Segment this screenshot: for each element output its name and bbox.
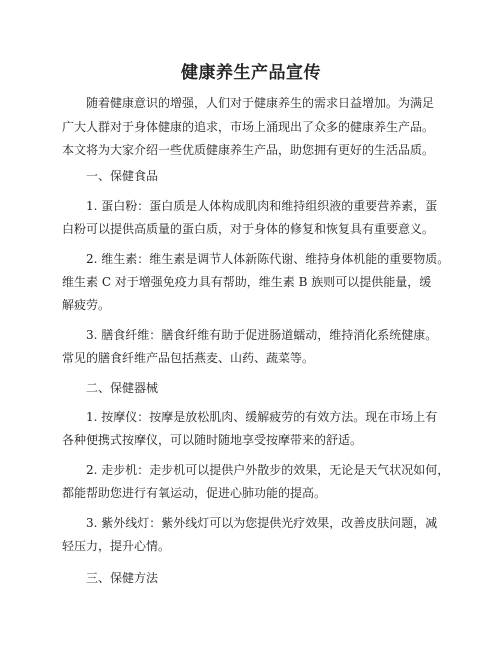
paragraph-line: 都能帮助您进行有氧运动，促进心肺功能的提高。 xyxy=(62,486,327,500)
paragraph-line: 2. 走步机：走步机可以提供户外散步的效果，无论是天气状况如何， xyxy=(86,463,450,477)
paragraph-line: 白粉可以提供高质量的蛋白质，对于身体的修复和恢复具有重要意义。 xyxy=(62,222,435,236)
paragraph-line: 各种便携式按摩仪，可以随时随地享受按摩带来的舒适。 xyxy=(62,433,363,447)
paragraph-line: 解疲劳。 xyxy=(62,298,111,312)
paragraph-line: 维生素 C 对于增强免疫力具有帮助，维生素 B 族则可以提供能量，缓 xyxy=(62,275,432,289)
intro-line: 本文将为大家介绍一些优质健康养生产品，助您拥有更好的生活品质。 xyxy=(62,143,435,157)
section-heading: 一、保健食品 xyxy=(86,169,159,183)
section-heading: 三、保健方法 xyxy=(86,571,159,585)
paragraph-line: 3. 膳食纤维：膳食纤维有助于促进肠道蠕动，维持消化系统健康。 xyxy=(86,328,438,342)
intro-line: 广大人群对于身体健康的追求，市场上涌现出了众多的健康养生产品。 xyxy=(62,120,435,134)
paragraph-line: 常见的膳食纤维产品包括燕麦、山药、蔬菜等。 xyxy=(62,351,315,365)
paragraph-line: 轻压力，提升心情。 xyxy=(62,539,171,553)
paragraph-line: 1. 蛋白粉：蛋白质是人体构成肌肉和维持组织液的重要营养素，蛋 xyxy=(86,199,438,213)
section-heading: 二、保健器械 xyxy=(86,381,159,395)
paragraph-line: 1. 按摩仪：按摩是放松肌肉、缓解疲劳的有效方法。现在市场上有 xyxy=(86,410,438,424)
intro-line: 随着健康意识的增强，人们对于健康养生的需求日益增加。为满足 xyxy=(86,96,435,110)
paragraph-line: 3. 紫外线灯：紫外线灯可以为您提供光疗效果，改善皮肤问题，减 xyxy=(86,516,438,530)
paragraph-line: 2. 维生素：维生素是调节人体新陈代谢、维持身体机能的重要物质。 xyxy=(86,252,450,266)
page-title: 健康养生产品宣传 xyxy=(181,63,321,83)
